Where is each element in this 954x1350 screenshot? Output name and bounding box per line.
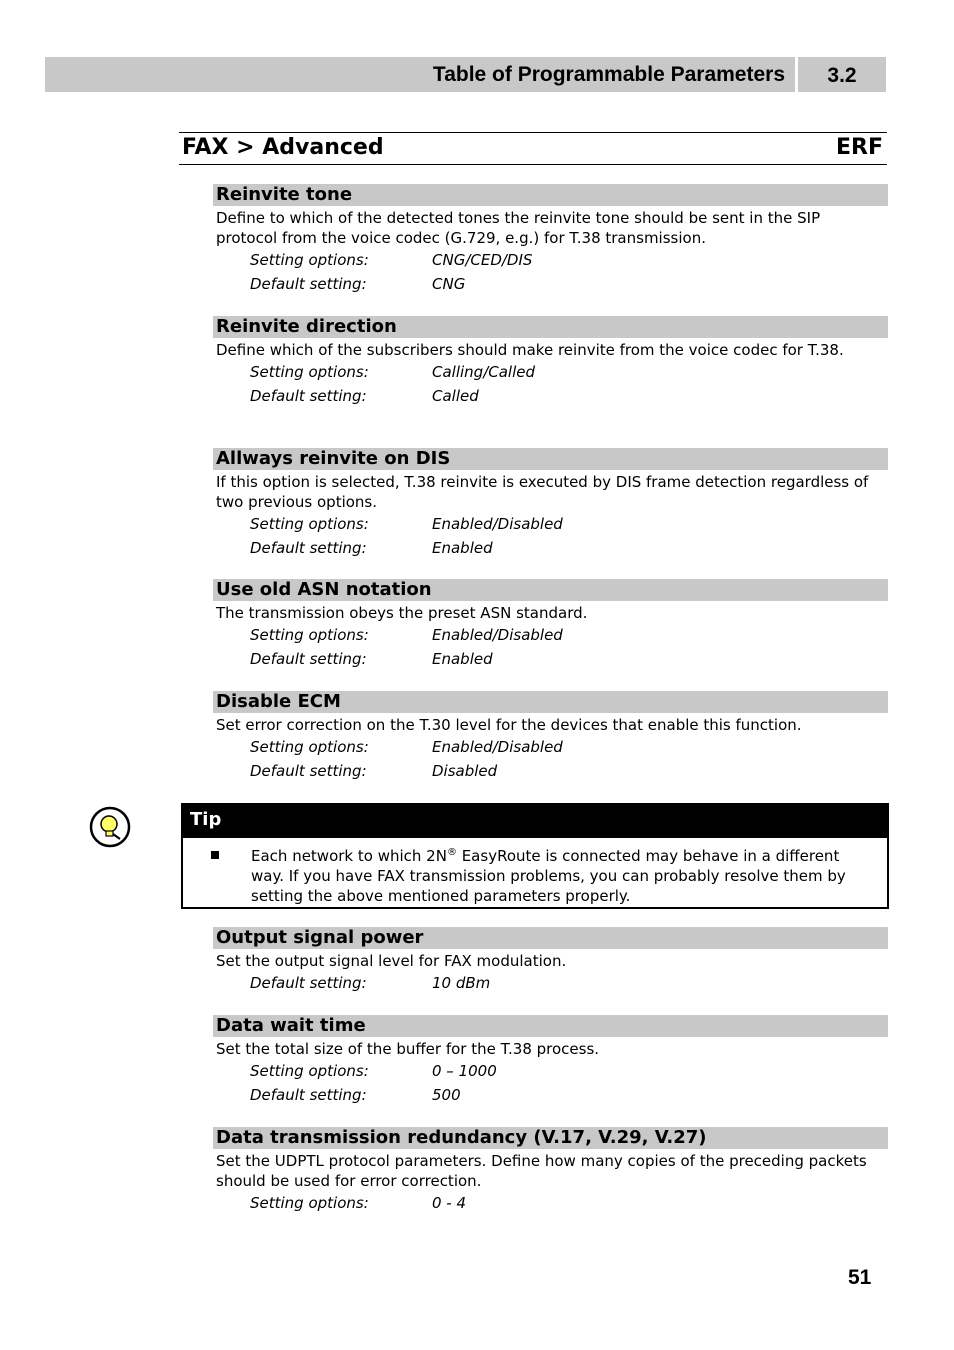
option-label: Setting options: <box>250 251 369 269</box>
option-label: Setting options: <box>250 1062 369 1080</box>
option-label: Setting options: <box>250 1194 369 1212</box>
parameter-section <box>213 1015 888 1107</box>
section-title: Output signal power <box>213 927 888 949</box>
option-label: Default setting: <box>250 762 367 780</box>
option-value: Disabled <box>432 762 498 780</box>
option-label: Default setting: <box>250 650 367 668</box>
option-value: CNG/CED/DIS <box>432 251 533 269</box>
parameter-section <box>213 1127 888 1215</box>
option-label: Setting options: <box>250 363 369 381</box>
section-title: Reinvite tone <box>213 184 888 206</box>
parameter-section <box>213 184 888 296</box>
registered-mark: ® <box>446 847 457 858</box>
option-value: Enabled/Disabled <box>432 626 563 644</box>
section-title: Data wait time <box>213 1015 888 1037</box>
header-section-number: 3.2 <box>798 57 886 92</box>
section-title: Use old ASN notation <box>213 579 888 601</box>
option-row <box>213 735 888 759</box>
header-bar <box>45 57 795 92</box>
tip-text-before: Each network to which 2N <box>251 847 447 865</box>
section-title: Disable ECM <box>213 691 888 713</box>
option-value: 10 dBm <box>432 974 491 992</box>
option-row <box>213 647 888 671</box>
option-row <box>213 759 888 783</box>
option-row <box>213 384 888 408</box>
option-row <box>213 360 888 384</box>
page-code: ERF <box>836 135 883 160</box>
option-value: Enabled <box>432 539 493 557</box>
section-title: Data transmission redundancy (V.17, V.29, V.27) <box>213 1127 888 1149</box>
option-value: Called <box>432 387 479 405</box>
section-description: Define which of the subscribers should make reinvite from the voice codec for T.38. <box>216 341 844 359</box>
option-row <box>213 623 888 647</box>
section-description: Set the total size of the buffer for the T.38 process. <box>216 1040 600 1058</box>
page-title: FAX > Advanced <box>182 135 384 160</box>
option-value: Enabled/Disabled <box>432 515 563 533</box>
option-row <box>213 1059 888 1083</box>
option-label: Default setting: <box>250 275 367 293</box>
option-row <box>213 1083 888 1107</box>
option-label: Default setting: <box>250 387 367 405</box>
page-heading <box>179 132 887 165</box>
section-title: Allways reinvite on DIS <box>213 448 888 470</box>
option-row <box>213 272 888 296</box>
tip-heading: Tip <box>183 805 887 838</box>
option-row <box>213 512 888 536</box>
option-row <box>213 536 888 560</box>
section-description: Define to which of the detected tones the reinvite tone should be sent in the SIP protocol from the voice codec (G.729, e.g.) for T.38 transmission. <box>216 209 821 247</box>
option-label: Setting options: <box>250 515 369 533</box>
option-value: 500 <box>432 1086 461 1104</box>
parameter-section <box>213 316 888 408</box>
lightbulb-icon <box>89 806 131 848</box>
option-label: Setting options: <box>250 738 369 756</box>
section-description: The transmission obeys the preset ASN standard. <box>216 604 588 622</box>
section-description: Set the UDPTL protocol parameters. Define how many copies of the preceding packets should be used for error correction. <box>216 1152 867 1190</box>
section-description: Set error correction on the T.30 level for the devices that enable this function. <box>216 716 802 734</box>
tip-box <box>181 803 889 909</box>
option-value: Calling/Called <box>432 363 536 381</box>
option-value: Enabled <box>432 650 493 668</box>
option-row <box>213 1191 888 1215</box>
option-value: 0 - 4 <box>432 1194 467 1212</box>
section-description: Set the output signal level for FAX modulation. <box>216 952 567 970</box>
option-value: 0 – 1000 <box>432 1062 497 1080</box>
parameter-section <box>213 691 888 783</box>
option-label: Default setting: <box>250 974 367 992</box>
option-row <box>213 971 888 995</box>
parameter-section <box>213 448 888 560</box>
bullet-icon <box>211 851 219 859</box>
section-description: If this option is selected, T.38 reinvite is executed by DIS frame detection regardless of two previous options. <box>216 473 869 511</box>
page-number: 51 <box>848 1266 872 1289</box>
option-value: Enabled/Disabled <box>432 738 563 756</box>
tip-text-after: EasyRoute is connected may behave in a different way. If you have FAX transmission problems, you can probably resolve them by setting the above mentioned parameters properly. <box>251 847 846 905</box>
option-label: Default setting: <box>250 1086 367 1104</box>
header-title: Table of Programmable Parameters <box>432 63 785 86</box>
option-label: Default setting: <box>250 539 367 557</box>
parameter-section <box>213 579 888 671</box>
option-label: Setting options: <box>250 626 369 644</box>
option-row <box>213 248 888 272</box>
parameter-section <box>213 927 888 995</box>
section-title: Reinvite direction <box>213 316 888 338</box>
option-value: CNG <box>432 275 466 293</box>
tip-text <box>251 843 861 906</box>
